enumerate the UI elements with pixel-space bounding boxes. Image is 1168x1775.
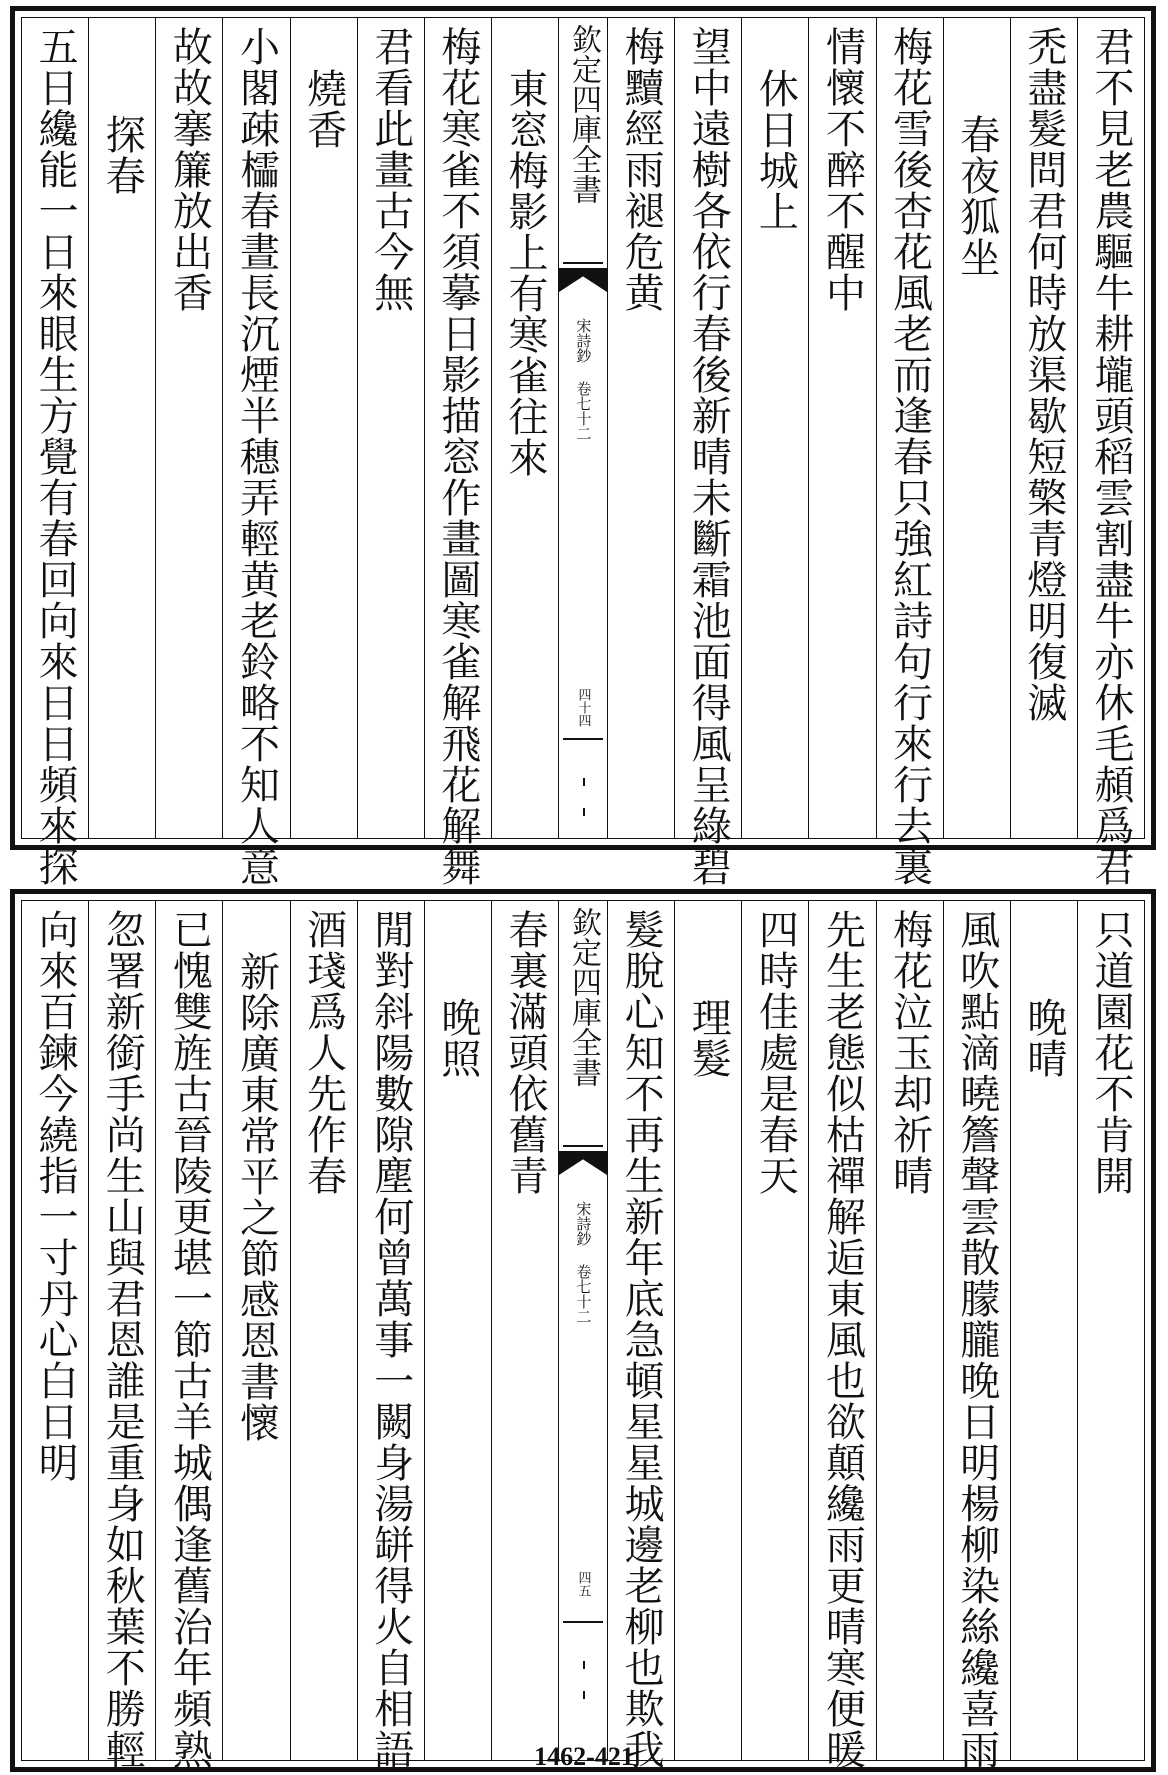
- book-title: 欽定四庫全書: [566, 24, 601, 204]
- text-column: [290, 901, 357, 1760]
- fold-rule: [563, 1145, 603, 1147]
- column-text: 禿盡髮問君何時放渠歇短檠青燈明復滅: [1020, 26, 1067, 723]
- column-text: 晚照: [434, 997, 481, 1079]
- bottom-page-body: [21, 900, 1145, 1770]
- leaf-number: 四五: [575, 1571, 591, 1597]
- text-column: [424, 901, 491, 1760]
- fold-rule: [563, 1621, 603, 1623]
- column-text: 先生老態似枯禪解逅東風也欲顛纔雨更晴寒便暖: [819, 909, 866, 1770]
- top-page-body: [21, 17, 1145, 887]
- text-column: [357, 901, 424, 1770]
- column-text: 梅花泣玉却祈晴: [886, 909, 933, 1196]
- text-column: [876, 901, 943, 1760]
- fold-rule: [563, 738, 603, 740]
- column-text: 酒琖爲人先作春: [300, 909, 347, 1196]
- column-text: 髮脫心知不再生新年底急頓星星城邊老柳也欺我: [618, 909, 665, 1770]
- fold-tick: [583, 1661, 585, 1669]
- column-text: 梅黷經雨褪危黄: [618, 26, 665, 313]
- text-column: [808, 901, 875, 1770]
- bottom-page: [10, 889, 1156, 1772]
- text-column: [88, 18, 155, 838]
- center-fold-column: [558, 901, 607, 1760]
- column-text: 四時佳處是春天: [752, 909, 799, 1196]
- fishtail-mark: [559, 1151, 607, 1175]
- text-column: [88, 901, 155, 1770]
- text-column: [1010, 901, 1077, 1760]
- column-text: 情懷不醉不醒中: [819, 26, 866, 313]
- column-text: 理髮: [685, 997, 732, 1079]
- column-text: 休日城上: [752, 68, 799, 232]
- fold-tick: [583, 1691, 585, 1699]
- center-fold-column: [558, 18, 607, 838]
- volume-label: 宋詩鈔 卷七十二: [574, 318, 593, 441]
- volume-label: 宋詩鈔 卷七十二: [574, 1201, 593, 1324]
- text-column: [22, 901, 88, 1760]
- column-text: 燒香: [300, 68, 347, 150]
- column-text: 五日纔能一日來眼生方覺有春回向來日日頻來探: [32, 26, 79, 887]
- column-text: 小閣疎櫺春晝長沉煙半穗弄輕黄老鈴略不知人意: [233, 26, 280, 887]
- column-text: 故故搴簾放出香: [166, 26, 213, 313]
- text-column: [290, 18, 357, 838]
- leaf-number: 四十四: [575, 688, 591, 727]
- column-text: 新除廣東常平之節感恩書懷: [233, 951, 280, 1443]
- column-text: 只道園花不肯開: [1087, 909, 1134, 1196]
- text-column: [1077, 901, 1144, 1760]
- column-text: 君不見老農驅牛耕壠頭稻雲割盡牛亦休毛頳爲君: [1087, 26, 1134, 887]
- text-column: [943, 901, 1010, 1770]
- text-column: [222, 901, 289, 1760]
- text-column: [1010, 18, 1077, 838]
- text-column: [1077, 18, 1144, 887]
- fold-tick: [583, 808, 585, 816]
- fold-tick: [583, 778, 585, 786]
- text-column: [876, 18, 943, 887]
- top-page: [10, 6, 1156, 887]
- text-column: [222, 18, 289, 887]
- column-text: 風吹點滴曉簷聲雲散朦朧晚日明楊柳染絲纔喜雨: [953, 909, 1000, 1770]
- page-footer-number: 1462-421: [534, 1742, 634, 1771]
- text-column: [607, 901, 674, 1770]
- column-text: 晚晴: [1020, 997, 1067, 1079]
- text-column: [674, 901, 741, 1760]
- text-column: [607, 18, 674, 838]
- column-text: 已愧雙旌古晉陵更堪一節古羊城偶逢舊治年頻熟: [166, 909, 213, 1770]
- column-text: 春夜狐坐: [953, 114, 1000, 278]
- text-column: [808, 18, 875, 838]
- column-text: 望中遠樹各依行春後新晴未斷霜池面得風呈綠碧: [685, 26, 732, 887]
- column-text: 君看此畫古今無: [367, 26, 414, 313]
- text-column: [357, 18, 424, 838]
- book-title: 欽定四庫全書: [566, 907, 601, 1087]
- text-column: [491, 901, 558, 1760]
- column-text: 向來百鍊今繞指一寸丹心白日明: [32, 909, 79, 1483]
- column-text: 梅花寒雀不須摹日影描窓作畫圖寒雀解飛花解舞: [434, 26, 481, 887]
- text-column: [424, 18, 491, 887]
- text-column: [155, 18, 222, 838]
- column-text: 閒對斜陽數隙塵何曾萬事一闕身湯缾得火自相語: [367, 909, 414, 1770]
- text-column: [22, 18, 88, 887]
- text-column: [155, 901, 222, 1770]
- text-column: [943, 18, 1010, 838]
- column-text: 忽署新銜手尚生山與君恩誰是重身如秋葉不勝輕: [99, 909, 146, 1770]
- text-column: [674, 18, 741, 887]
- text-column: [741, 18, 808, 838]
- fold-rule: [563, 262, 603, 264]
- text-column: [491, 18, 558, 838]
- column-text: 春裏滿頭依舊青: [501, 909, 548, 1196]
- column-text: 東窓梅影上有寒雀往來: [501, 68, 548, 478]
- fishtail-mark: [559, 268, 607, 292]
- text-column: [741, 901, 808, 1760]
- column-text: 梅花雪後杏花風老而逢春只強紅詩句行來行去裏: [886, 26, 933, 887]
- column-text: 探春: [99, 114, 146, 196]
